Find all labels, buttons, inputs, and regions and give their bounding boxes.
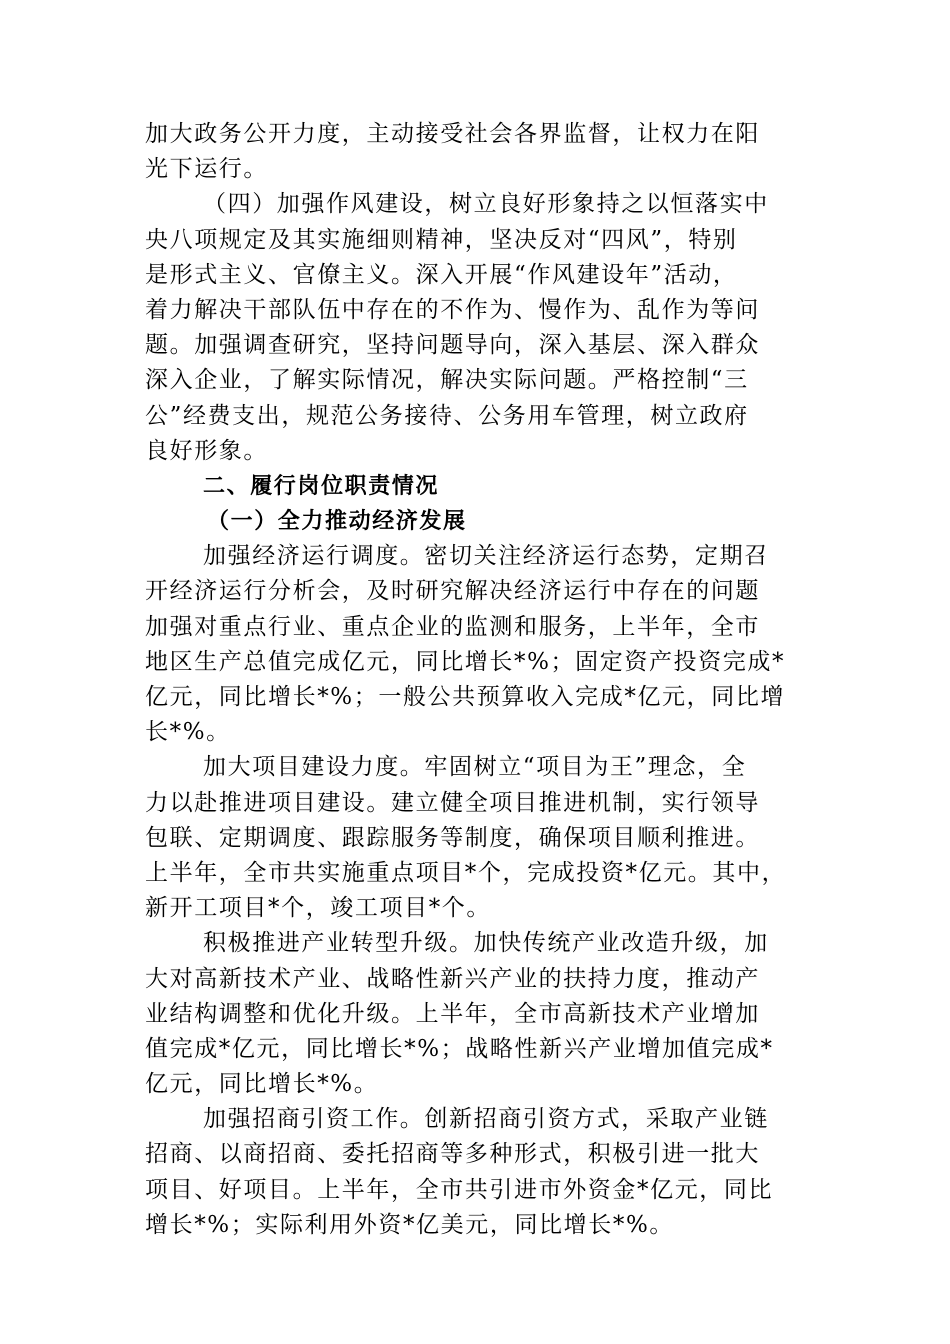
section-heading: 二、履行岗位职责情况 <box>203 473 440 499</box>
paragraph-line: 业结构调整和优化升级。上半年，全市高新技术产业增加 <box>145 1000 760 1027</box>
paragraph-line: 公”经费支出，规范公务接待、公务用车管理，树立政府 <box>145 402 749 429</box>
paragraph-line: 是形式主义、官僚主义。深入开展“作风建设年”活动， <box>145 261 738 288</box>
paragraph-line: 开经济运行分析会，及时研究解决经济运行中存在的问题 <box>145 578 760 605</box>
paragraph-line: 着力解决干部队伍中存在的不作为、慢作为、乱作为等问 <box>145 296 760 323</box>
paragraph-line: 加强招商引资工作。创新招商引资方式，采取产业链 <box>203 1106 769 1133</box>
paragraph-line: 良好形象。 <box>145 437 268 464</box>
paragraph-line: （四）加强作风建设，树立良好形象持之以恒落实中 <box>203 191 769 218</box>
paragraph-line: 招商、以商招商、委托招商等多种形式，积极引进一批大 <box>145 1141 760 1168</box>
paragraph-line: 央八项规定及其实施细则精神，坚决反对“四风”，特别 <box>145 226 738 253</box>
paragraph-line: 力以赴推进项目建设。建立健全项目推进机制，实行领导 <box>145 789 760 816</box>
paragraph-line: 加大项目建设力度。牢固树立“项目为王”理念，全 <box>203 754 747 781</box>
paragraph-line: 深入企业，了解实际情况，解决实际问题。严格控制“三 <box>145 367 749 394</box>
paragraph-line: 项目、好项目。上半年，全市共引进市外资金*亿元，同比 <box>145 1176 774 1203</box>
paragraph-line: 增长*%；实际利用外资*亿美元，同比增长*%。 <box>145 1211 675 1238</box>
paragraph-line: 光下运行。 <box>145 156 268 183</box>
paragraph-line: 长*%。 <box>145 719 231 746</box>
subsection-heading: （一）全力推动经济发展 <box>207 508 467 535</box>
paragraph-line: 新开工项目*个，竣工项目*个。 <box>145 895 491 922</box>
paragraph-line: 题。加强调查研究，坚持问题导向，深入基层、深入群众 <box>145 332 760 359</box>
document-body <box>145 117 810 1243</box>
paragraph-line: 加大政务公开力度，主动接受社会各界监督，让权力在阳 <box>145 121 760 147</box>
paragraph-line: 地区生产总值完成亿元，同比增长*%；固定资产投资完成* <box>145 648 786 675</box>
paragraph-line: 大对高新技术产业、战略性新兴产业的扶持力度，推动产 <box>145 965 760 992</box>
paragraph-line: 包联、定期调度、跟踪服务等制度，确保项目顺利推进。 <box>145 824 760 851</box>
paragraph-line: 值完成*亿元，同比增长*%；战略性新兴产业增加值完成* <box>145 1035 774 1062</box>
paragraph-line: 亿元，同比增长*%；一般公共预算收入完成*亿元，同比增 <box>145 684 786 710</box>
paragraph-line: 加强经济运行调度。密切关注经济运行态势，定期召 <box>203 543 769 570</box>
paragraph-line: 积极推进产业转型升级。加快传统产业改造升级，加 <box>203 930 769 957</box>
paragraph-line: 亿元，同比增长*%。 <box>145 1071 379 1098</box>
paragraph-line: 上半年，全市共实施重点项目*个，完成投资*亿元。其中， <box>145 859 787 886</box>
paragraph-line: 加强对重点行业、重点企业的监测和服务，上半年，全市 <box>145 613 760 640</box>
